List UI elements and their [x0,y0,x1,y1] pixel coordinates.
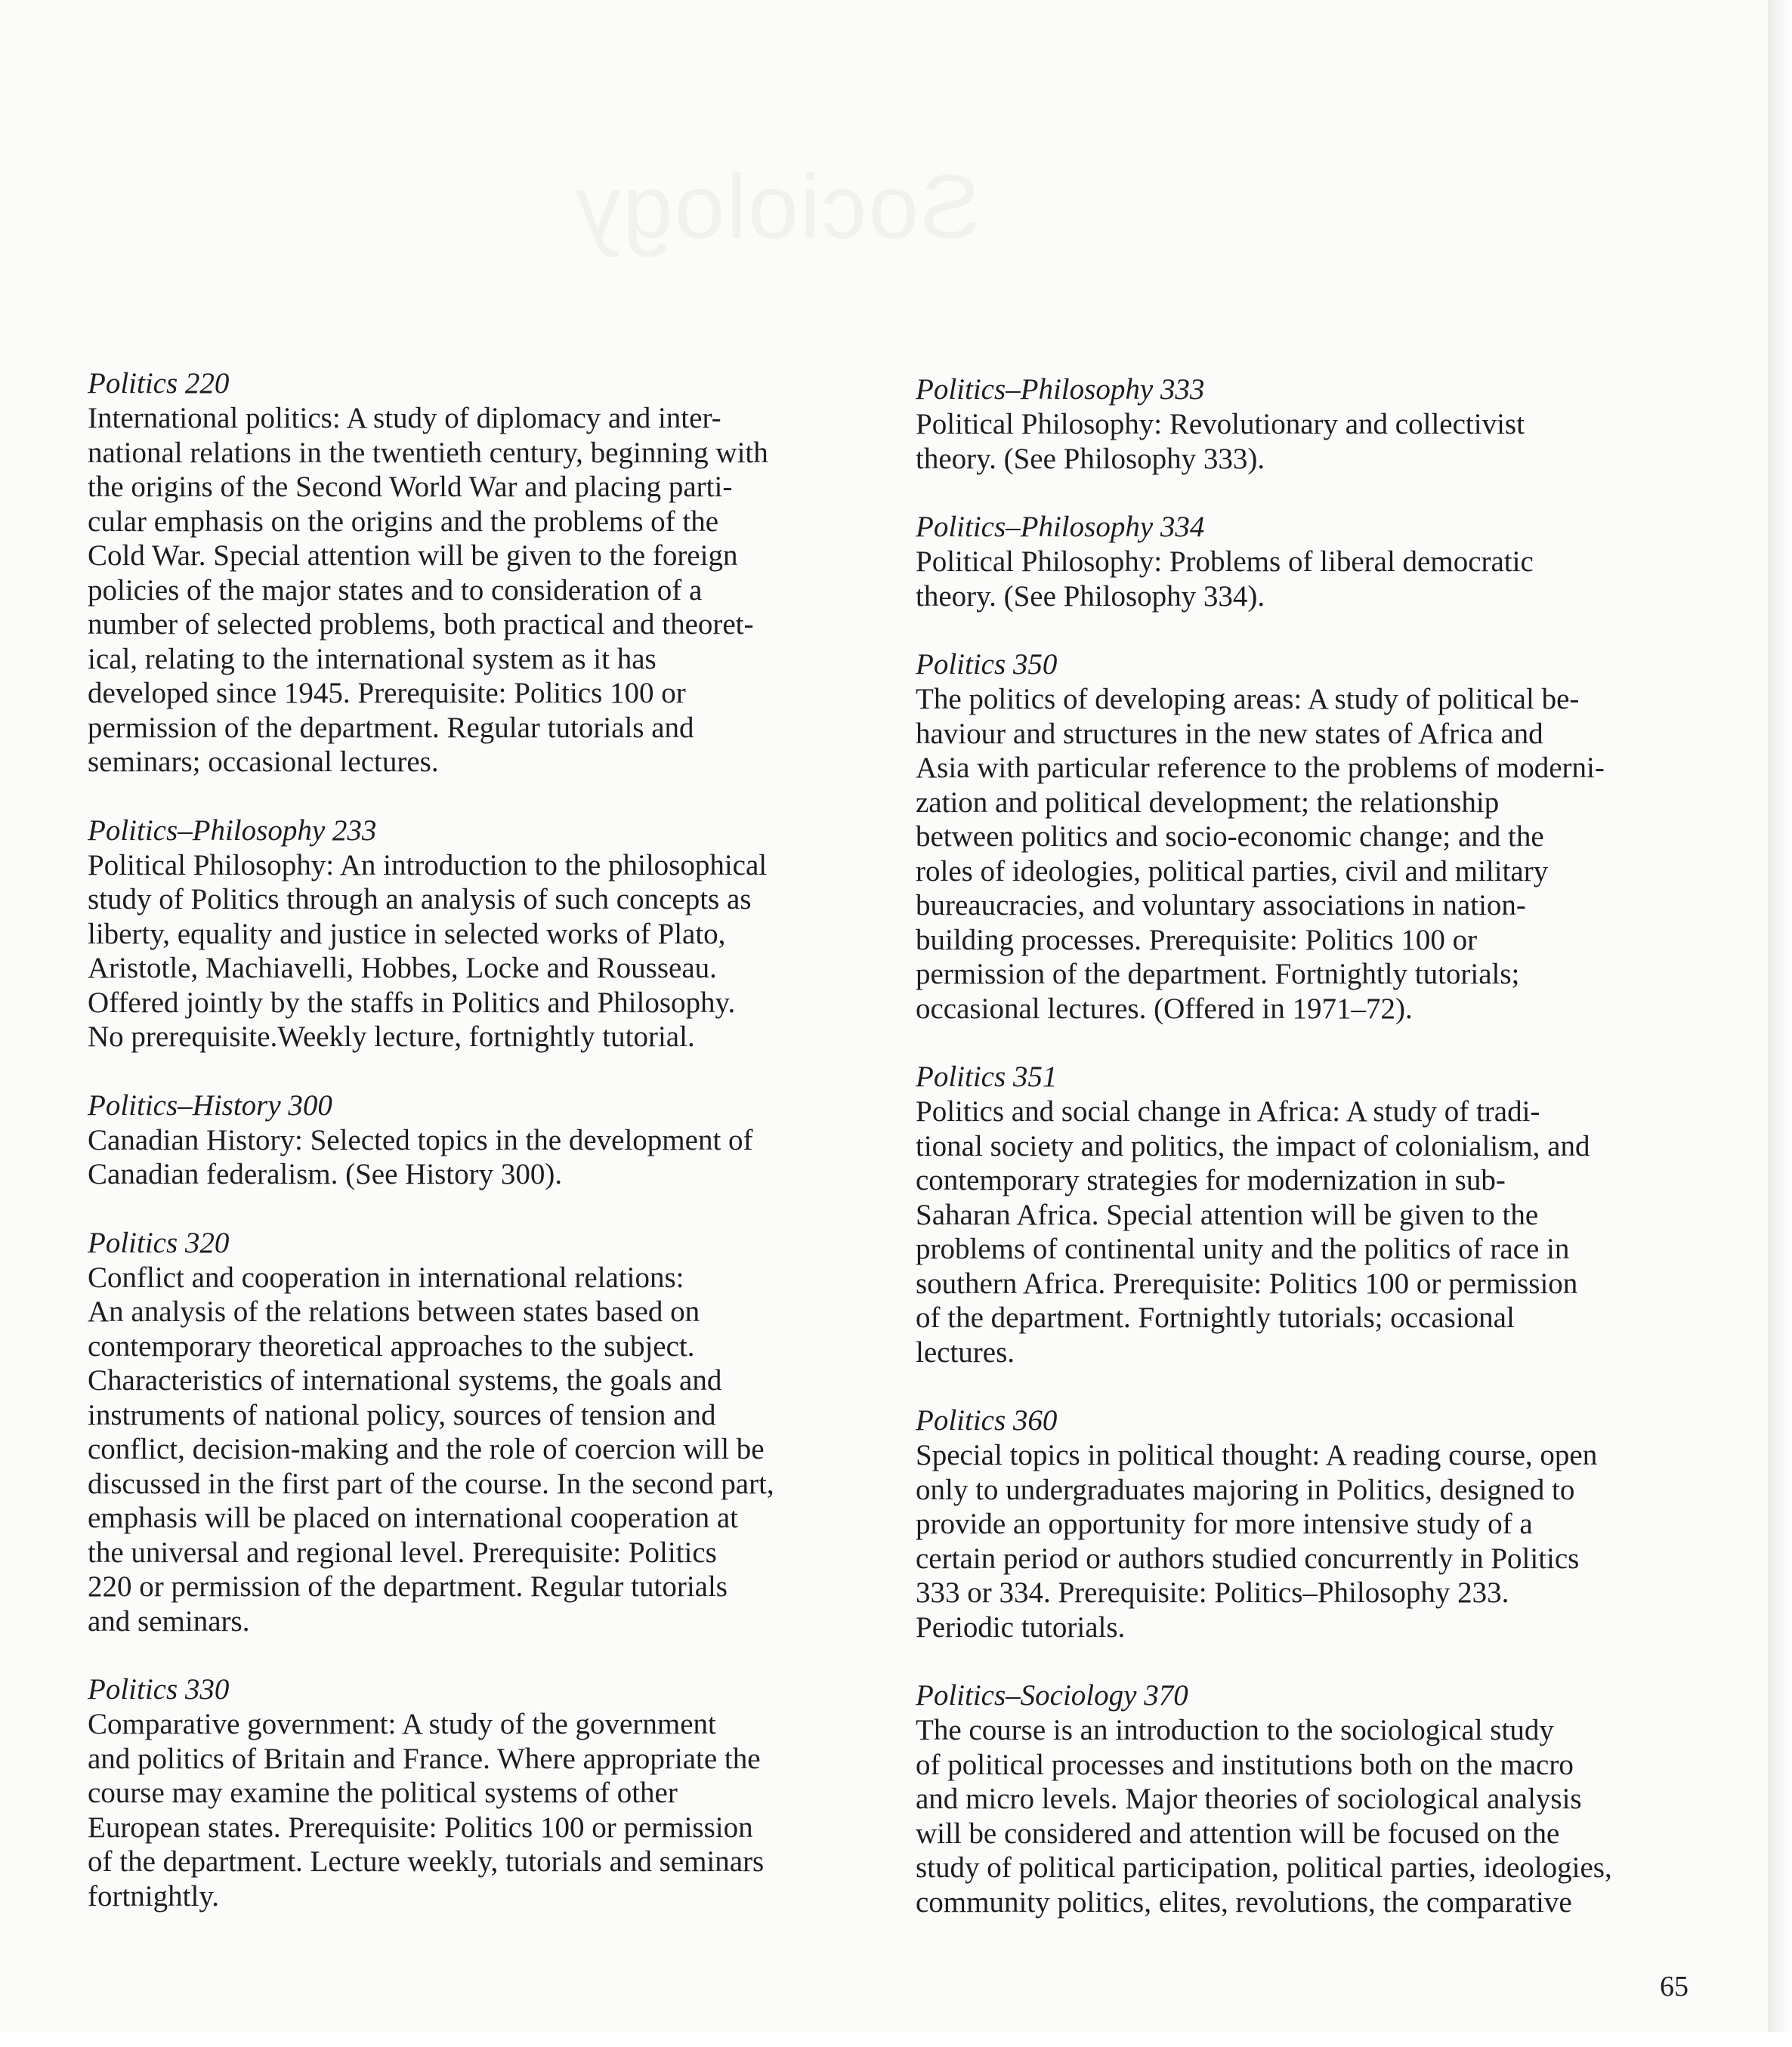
course-code: Politics–Philosophy 334 [916,511,1205,543]
course-entry-politics-360 [916,1403,1716,1644]
course-entry-politics-history-300 [88,1088,888,1192]
course-entry-politics-330 [88,1672,888,1913]
course-code: Politics 350 [916,648,1058,681]
course-description: Conflict and cooperation in international relations: An analysis of the relations between states based on contemporary theoretical approaches to the subject. Characteristics of international systems, the goals and instruments of national policy, sources of tension and conflict, decision-making and the role of coercion will be discussed in the first part of the course. In the second part, emphasis will be placed on international cooperation at the universal and regional level. Prerequisite: Politics 220 or permission of the department. Regular tutorials and seminars. [88,1261,774,1638]
course-entry-politics-351 [916,1060,1716,1369]
bleed-through-heading: Sociology [574,156,981,258]
course-entry-politics-philosophy-334 [916,510,1716,613]
course-code: Politics–Sociology 370 [916,1679,1188,1712]
course-description: International politics: A study of diplomacy and inter- national relations in the twentieth century, beginning with the origins of the Second World War and placing parti- cular emphasis on the origins and the problems of the Cold War. Special attention will be given to the foreign policies of the major states and to consideration of a number of selected problems, both practical and theoret- ical, relating to the international system as it has developed since 1945. Prerequisite: Politics 100 or permission of the department. Regular tutorials and seminars; occasional lectures. [88,402,768,778]
course-code: Politics 330 [88,1673,230,1706]
course-description: The politics of developing areas: A study of political be- haviour and structures in the new states of Africa and Asia with particular reference to the problems of moderni- zation and political development; the relationship between politics and socio-economic change; and the roles of ideologies, political parties, civil and military bureaucracies, and voluntary associations in nation- building processes. Prerequisite: Politics 100 or permission of the department. Fortnightly tutorials; occasional lectures. (Offered in 1971–72). [916,683,1605,1025]
course-description: Comparative government: A study of the government and politics of Britain and France. Where appropriate the course may examine the political systems of other European states. Prerequisite: Politics 100 or permission of the department. Lecture weekly, tutorials and seminars fortnightly. [88,1708,765,1913]
course-code: Politics–Philosophy 333 [916,373,1205,406]
course-entry-politics-350 [916,647,1716,1026]
course-code: Politics–Philosophy 233 [88,814,377,847]
page-bottom-margin [0,2032,1792,2047]
course-code: Politics 320 [88,1226,230,1259]
course-description: The course is an introduction to the sociological study of political processes and institutions both on the macro and micro levels. Major theories of sociological analysis will be considered and attention will be focused on the study of political participation, political parties, ideologies, community politics, elites, revolutions, the comparative [916,1714,1612,1919]
course-description: Special topics in political thought: A reading course, open only to undergraduates majoring in Politics, designed to provide an opportunity for more intensive study of a certain period or authors studied concurrently in Politics 333 or 334. Prerequisite: Politics–Philosophy 233. Periodic tutorials. [916,1439,1598,1644]
course-entry-politics-philosophy-333 [916,372,1716,476]
course-code: Politics 351 [916,1061,1058,1093]
course-description: Political Philosophy: Problems of liberal democratic theory. (See Philosophy 334). [916,545,1534,613]
course-description: Canadian History: Selected topics in the development of Canadian federalism. (See History 300). [88,1123,753,1190]
page-edge-shadow [1768,0,1792,2047]
right-column [916,372,1716,1953]
course-code: Politics–History 300 [88,1088,332,1122]
course-entry-politics-philosophy-233 [88,814,888,1054]
course-entry-politics-320 [88,1226,888,1639]
course-entry-politics-220 [88,366,888,780]
course-code: Politics 220 [88,367,230,400]
course-description: Political Philosophy: Revolutionary and collectivist theory. (See Philosophy 333). [916,408,1525,475]
course-entry-politics-sociology-370 [916,1678,1716,1919]
course-description: Politics and social change in Africa: A study of tradi- tional society and politics, the impact of colonialism, and contemporary strategies for modernization in sub- Saharan Africa. Special attention will be given to the problems of continental unity and the politics of race in southern Africa. Prerequisite: Politics 100 or permission of the department. Fortnightly tutorials; occasional lectures. [916,1095,1590,1369]
course-code: Politics 360 [916,1404,1058,1437]
course-description: Political Philosophy: An introduction to the philosophical study of Politics through an analysis of such concepts as liberty, equality and justice in selected works of Plato, Aristotle, Machiavelli, Hobbes, Locke and Rousseau. Offered jointly by the staffs in Politics and Philosophy. No prerequisite.Weekly lecture, fortnightly tutorial. [88,848,768,1053]
left-column [88,366,888,1947]
page-number: 65 [1660,1971,1688,2002]
